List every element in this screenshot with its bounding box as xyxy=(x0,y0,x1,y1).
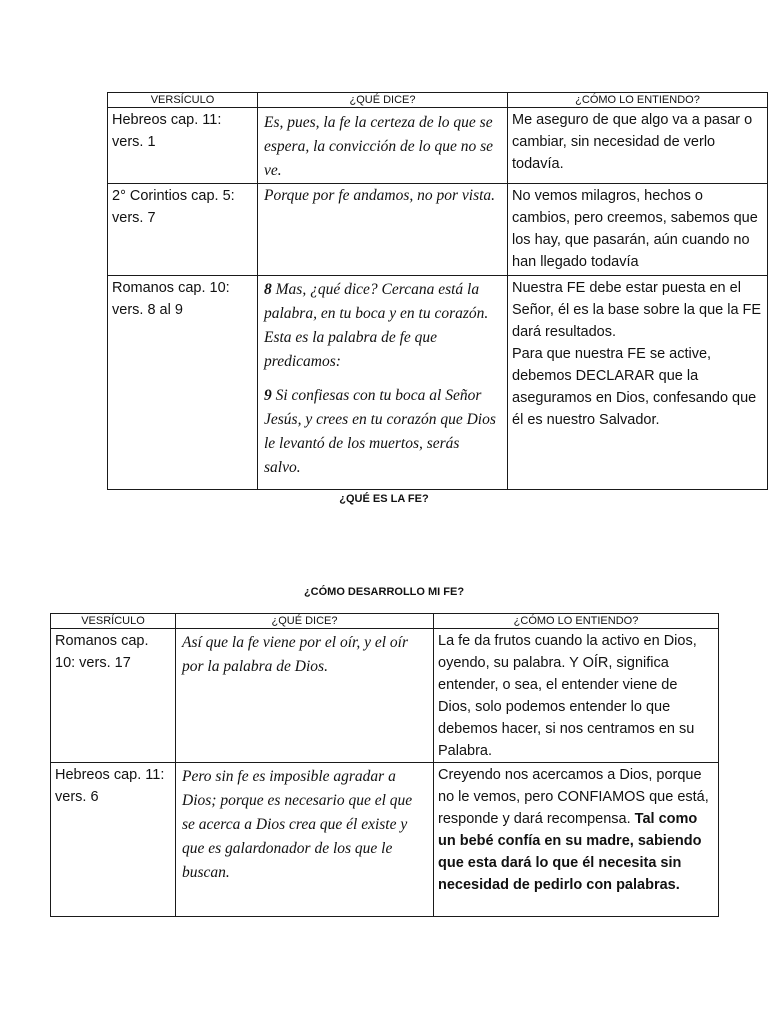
verse-reference: Romanos cap. 10: vers. 17 xyxy=(51,629,176,763)
column-header-verse: VESRÍCULO xyxy=(51,614,176,629)
verse-explanation xyxy=(434,763,719,917)
section-heading-develop-faith: ¿CÓMO DESARROLLO MI FE? xyxy=(303,586,465,598)
column-header-verse: VERSÍCULO xyxy=(108,93,258,108)
explanation-paragraph: Nuestra FE debe estar puesta en el Señor, él es la base sobre la que la FE dará resultados. xyxy=(512,280,762,340)
table-row xyxy=(108,184,768,276)
column-header-understand: ¿CÓMO LO ENTIENDO? xyxy=(508,93,768,108)
explanation-paragraph: Para que nuestra FE se active, debemos DECLARAR que la aseguramos en Dios, confesando que él es nuestro Salvador. xyxy=(512,346,757,428)
verse-reference: Hebreos cap. 11: vers. 1 xyxy=(108,108,258,184)
verse-explanation: No vemos milagros, hechos o cambios, pero creemos, sabemos que los hay, que pasarán, aún cuando no han llegado todavía xyxy=(508,184,768,276)
explanation-emphasis: Tal como un bebé confía en su madre, sabiendo que esta dará lo que él necesita sin necesidad de pedirlo con palabras. xyxy=(438,811,702,893)
verse-number: 8 xyxy=(264,281,272,298)
verse-number: 9 xyxy=(264,387,272,404)
verse-quote-paragraph xyxy=(264,384,499,480)
verse-explanation xyxy=(508,276,768,490)
verse-quote-paragraph xyxy=(264,278,499,374)
table-row xyxy=(108,276,768,490)
verse-explanation: La fe da frutos cuando la activo en Dios, oyendo, su palabra. Y OÍR, significa entender, o sea, el entender viene de Dios, solo podemos entender lo que debemos hacer, si nos centramos en su Palabra. xyxy=(434,629,719,763)
section-heading-what-is-faith: ¿QUÉ ES LA FE? xyxy=(339,493,429,505)
explanation-text: Creyendo nos acercamos a Dios, porque no le vemos, pero CONFIAMOS que está, responde y dará recompensa. xyxy=(438,767,709,827)
verse-text: Si confiesas con tu boca al Señor Jesús, y crees en tu corazón que Dios le levantó de los muertos, serás salvo. xyxy=(264,387,496,476)
verse-quote xyxy=(258,276,508,490)
table-row xyxy=(51,763,719,917)
table-header-row xyxy=(108,93,768,108)
verse-quote: Porque por fe andamos, no por vista. xyxy=(258,184,508,276)
column-header-says: ¿QUÉ DICE? xyxy=(258,93,508,108)
faith-table xyxy=(107,92,768,490)
verse-quote: Es, pues, la fe la certeza de lo que se espera, la convicción de lo que no se ve. xyxy=(258,108,508,184)
table-header-row xyxy=(51,614,719,629)
table-row xyxy=(51,629,719,763)
verse-explanation: Me aseguro de que algo va a pasar o cambiar, sin necesidad de verlo todavía. xyxy=(508,108,768,184)
table-row xyxy=(108,108,768,184)
column-header-says: ¿QUÉ DICE? xyxy=(176,614,434,629)
verse-quote: Pero sin fe es imposible agradar a Dios; porque es necesario que el que se acerca a Dios crea que él existe y que es galardonador de los que le buscan. xyxy=(176,763,434,917)
verse-reference: 2° Corintios cap. 5: vers. 7 xyxy=(108,184,258,276)
verse-text: Mas, ¿qué dice? Cercana está la palabra, en tu boca y en tu corazón. Esta es la palabra de fe que predicamos: xyxy=(264,281,489,370)
verse-quote: Así que la fe viene por el oír, y el oír por la palabra de Dios. xyxy=(176,629,434,763)
develop-faith-table xyxy=(50,613,719,917)
verse-reference: Romanos cap. 10: vers. 8 al 9 xyxy=(108,276,258,490)
verse-reference: Hebreos cap. 11: vers. 6 xyxy=(51,763,176,917)
column-header-understand: ¿CÓMO LO ENTIENDO? xyxy=(434,614,719,629)
